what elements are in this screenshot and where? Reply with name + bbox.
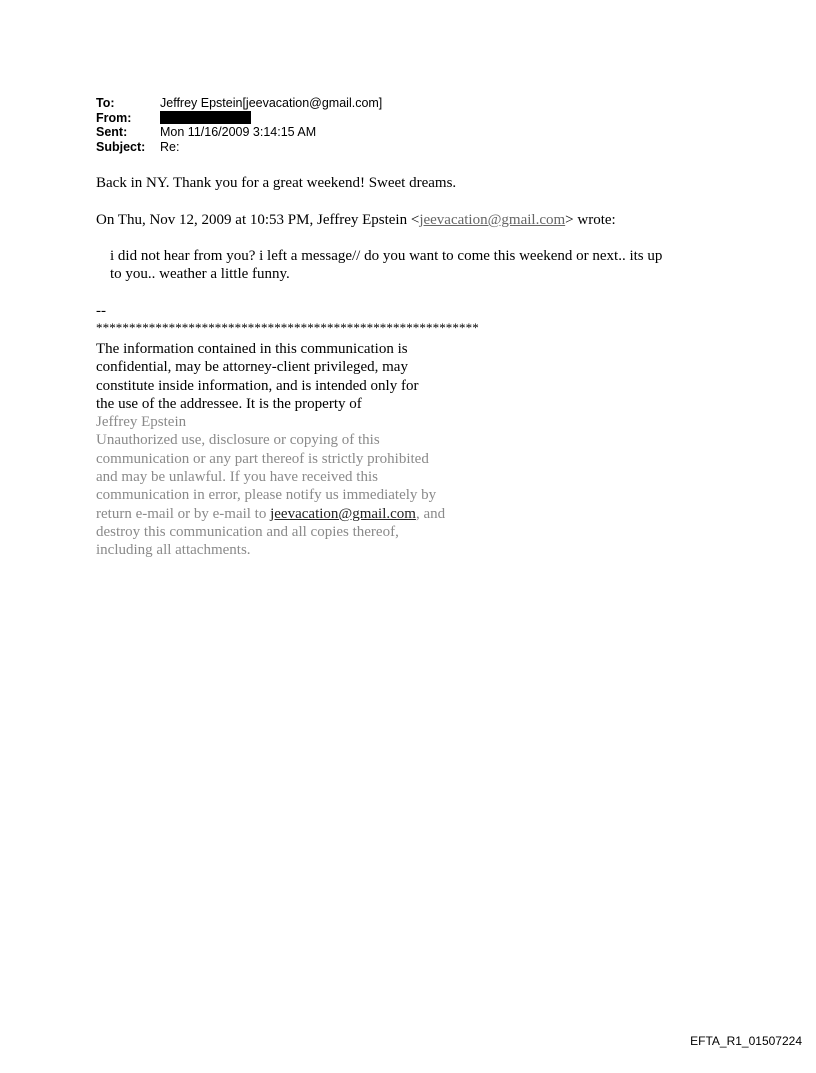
- email-headers: [96, 96, 382, 154]
- to-value: Jeffrey Epstein[jeevacation@gmail.com]: [160, 96, 383, 110]
- disclaimer: [96, 340, 445, 560]
- disclaimer-line: Jeffrey Epstein: [96, 414, 187, 431]
- to-label: To:: [96, 96, 115, 110]
- document-id: EFTA_R1_01507224: [690, 1034, 802, 1048]
- disclaimer-line: destroy this communication and all copies thereof,: [96, 523, 399, 540]
- sent-label: Sent:: [96, 125, 128, 139]
- quote-header-prefix: On Thu, Nov 12, 2009 at 10:53 PM, Jeffrey Epstein <: [96, 212, 420, 228]
- disclaimer-line: including all attachments.: [96, 542, 251, 559]
- subject-label: Subject:: [96, 139, 146, 154]
- subject-value: Re:: [160, 139, 180, 154]
- to-row: [96, 96, 382, 111]
- return-prefix: return e-mail or by e-mail to: [96, 505, 271, 522]
- disclaimer-line: confidential, may be attorney-client privileged, may: [96, 359, 408, 376]
- quoted-line-1: i did not hear from you? i left a message// do you want to come this weekend or next.. its up: [110, 248, 663, 264]
- signature-stars: **********************************************************: [96, 320, 479, 335]
- quote-header-suffix: > wrote:: [565, 212, 616, 228]
- quote-header: [96, 211, 616, 229]
- disclaimer-line: and may be unlawful. If you have received this: [96, 469, 378, 486]
- sent-value: Mon 11/16/2009 3:14:15 AM: [160, 125, 317, 139]
- from-row: [96, 111, 382, 126]
- quote-header-email-link[interactable]: jeevacation@gmail.com: [419, 212, 566, 228]
- disclaimer-line: constitute inside information, and is intended only for: [96, 377, 419, 394]
- return-suffix: , and: [415, 505, 446, 522]
- from-redaction: [160, 111, 251, 124]
- disclaimer-gray-section: [96, 413, 445, 559]
- quoted-line-2: to you.. weather a little funny.: [110, 266, 290, 282]
- sent-row: [96, 125, 382, 140]
- disclaimer-return-line: [96, 505, 445, 523]
- from-label: From:: [96, 110, 132, 125]
- signature-dashes: --: [96, 303, 106, 319]
- body-text: Back in NY. Thank you for a great weekend! Sweet dreams.: [96, 175, 457, 191]
- disclaimer-line: communication in error, please notify us immediately by: [96, 487, 437, 504]
- disclaimer-line: communication or any part thereof is strictly prohibited: [96, 450, 429, 467]
- quoted-text: [110, 247, 662, 283]
- disclaimer-email-link[interactable]: jeevacation@gmail.com: [270, 505, 416, 522]
- subject-row: [96, 140, 382, 155]
- disclaimer-line: Unauthorized use, disclosure or copying of this: [96, 432, 380, 449]
- disclaimer-line: The information contained in this communication is: [96, 341, 408, 357]
- disclaimer-line: the use of the addressee. It is the property of: [96, 395, 362, 412]
